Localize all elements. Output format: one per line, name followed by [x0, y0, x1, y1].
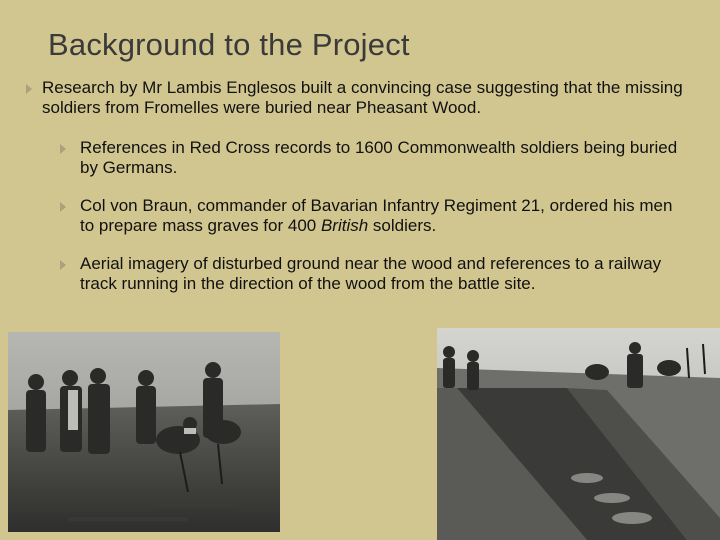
slide-title: Background to the Project	[48, 27, 410, 62]
bullet-arrow-icon	[26, 84, 32, 94]
bullet-arrow-icon	[60, 144, 66, 154]
bullet-main	[42, 78, 702, 118]
sub-bullet-red-cross	[80, 138, 690, 178]
photo-soldiers-digging	[8, 332, 280, 532]
photo-mass-grave-trench	[437, 328, 720, 540]
photo-mass-grave-trench-image	[437, 328, 720, 540]
sub-bullet-text: References in Red Cross records to 1600 Commonwealth soldiers being buried by Germans.	[80, 138, 678, 177]
bullet-arrow-icon	[60, 202, 66, 212]
sub-bullet-text: Aerial imagery of disturbed ground near the wood and references to a railway track running in the direction of the wood from the battle site.	[80, 254, 662, 293]
bullet-main-text: Research by Mr Lambis Englesos built a convincing case suggesting that the missing soldiers from Fromelles were buried near Pheasant Wood.	[42, 78, 683, 117]
photo-soldiers-digging-image	[8, 332, 280, 532]
sub-bullet-text-end: soldiers.	[368, 216, 437, 235]
sub-bullet-emphasis: British	[320, 216, 369, 235]
sub-bullet-text: Col von Braun, commander of Bavarian Infantry Regiment 21, ordered his men to prepare mass graves for 400	[80, 196, 673, 235]
sub-bullet-aerial	[80, 254, 690, 294]
sub-bullet-von-braun	[80, 196, 690, 236]
bullet-arrow-icon	[60, 260, 66, 270]
